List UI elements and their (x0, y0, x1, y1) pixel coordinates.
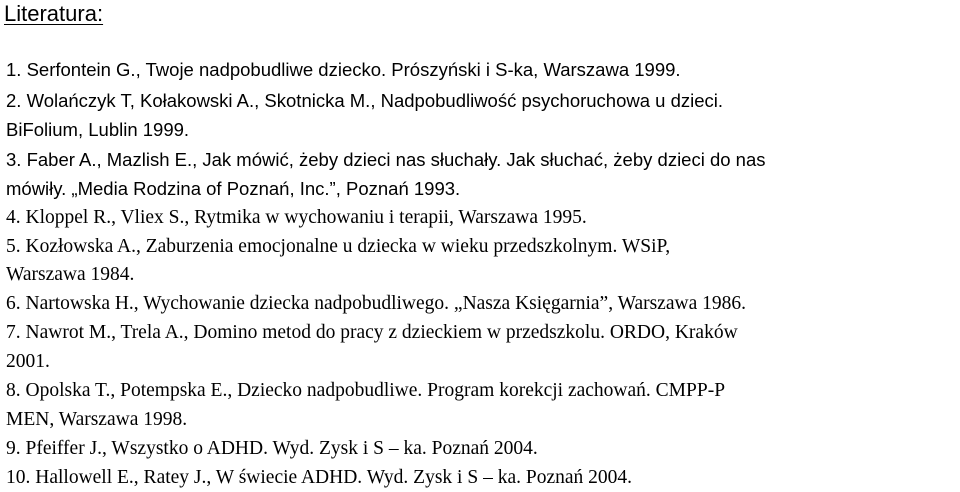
reference-line: 6. Nartowska H., Wychowanie dziecka nadpobudliwego. „Nasza Księgarnia”, Warszawa 1986. (6, 293, 746, 314)
reference-line: BiFolium, Lublin 1999. (6, 119, 190, 140)
reference-line: 5. Kozłowska A., Zaburzenia emocjonalne u dziecka w wieku przedszkolnym. WSiP, (6, 236, 671, 257)
reference-line: 8. Opolska T., Potempska E., Dziecko nadpobudliwe. Program korekcji zachowań. CMPP-P (6, 380, 726, 401)
reference-line: MEN, Warszawa 1998. (6, 409, 188, 430)
reference-line: 3. Faber A., Mazlish E., Jak mówić, żeby dzieci nas słuchały. Jak słuchać, żeby dzieci do nas (6, 149, 766, 170)
references-heading: Literatura: (4, 1, 104, 26)
reference-line: 2. Wolańczyk T, Kołakowski A., Skotnicka M., Nadpobudliwość psychoruchowa u dzieci. (6, 90, 724, 111)
reference-line: Warszawa 1984. (6, 264, 135, 285)
reference-line: 1. Serfontein G., Twoje nadpobudliwe dziecko. Prószyński i S-ka, Warszawa 1999. (6, 59, 681, 80)
reference-line: 10. Hallowell E., Ratey J., W świecie ADHD. Wyd. Zysk i S – ka. Poznań 2004. (6, 467, 633, 488)
reference-line: 4. Kloppel R., Vliex S., Rytmika w wychowaniu i terapii, Warszawa 1995. (6, 207, 587, 228)
reference-line: 9. Pfeiffer J., Wszystko o ADHD. Wyd. Zysk i S – ka. Poznań 2004. (6, 438, 538, 459)
reference-line: mówiły. „Media Rodzina of Poznań, Inc.”, Poznań 1993. (6, 178, 461, 199)
reference-line: 7. Nawrot M., Trela A., Domino metod do pracy z dzieckiem w przedszkolu. ORDO, Kraków (6, 322, 738, 343)
reference-line: 2001. (6, 351, 50, 372)
